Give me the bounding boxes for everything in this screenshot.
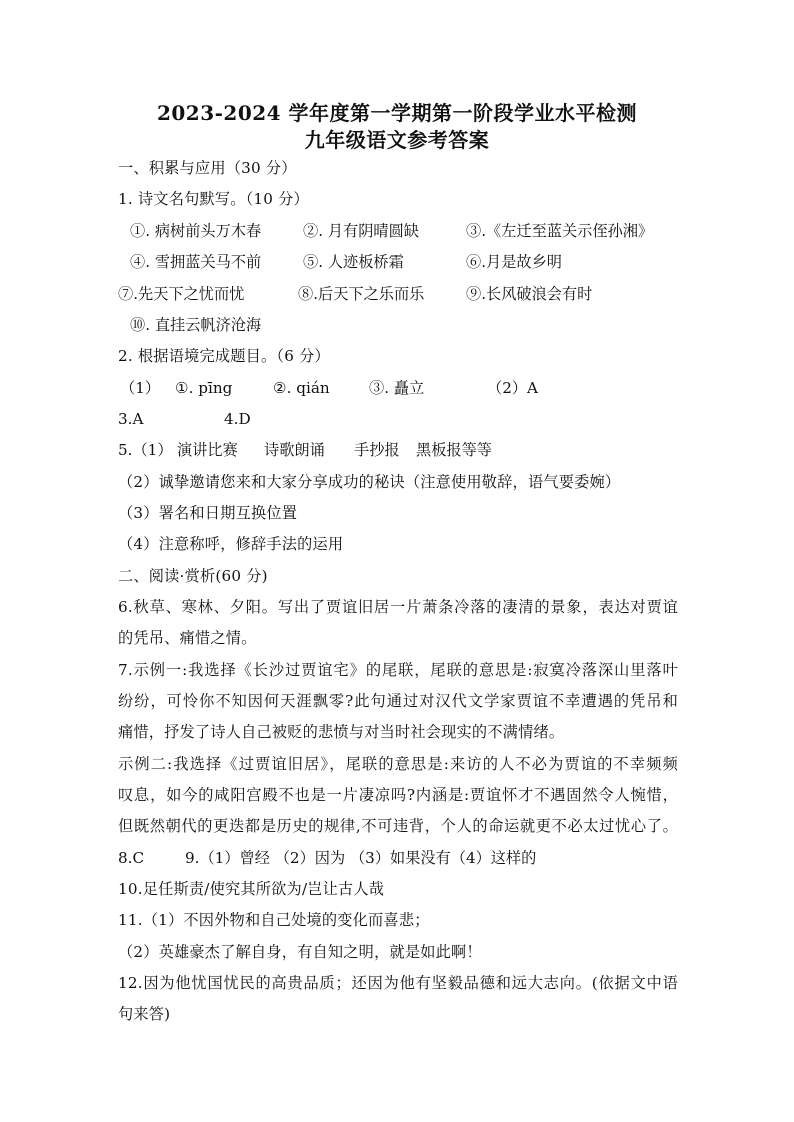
q8-answer: 8.C [118,849,145,867]
q5-part1-label: 5.（1） [118,441,173,459]
q9-answer: 9.（1）曾经 （2）因为 （3）如果没有（4）这样的 [185,849,537,867]
q1-item-10: ⑩. 直挂云帆济沧海 [130,316,262,334]
q5-part1-item-1: 演讲比赛 [177,441,238,459]
q2-item-1: ①. pīng [175,379,233,397]
q7-example2-line-3: 但既然朝代的更迭都是历史的规律,不可违背，个人的命运就更不必太过忧心了。 [118,817,678,835]
q1-item-5: ⑤. 人迹板桥霜 [303,253,404,271]
q4-answer: 4.D [224,410,251,428]
section1-heading: 一、积累与应用（30 分） [118,159,297,177]
q5-part1-item-4: 黑板报等等 [416,441,492,459]
q3-answer: 3.A [118,410,144,428]
q1-item-1: ①. 病树前头万木春 [130,222,262,240]
q1-item-2: ②. 月有阴晴圆缺 [303,222,419,240]
q5-part2: （2）诚挚邀请您来和大家分享成功的秘诀（注意使用敬辞，语气要委婉） [118,473,621,491]
q1-item-4: ④. 雪拥蓝关马不前 [130,253,262,271]
q7-example2-line-1: 示例二:我选择《过贾谊旧居》，尾联的意思是:来访的人不必为贾谊的不幸频频 [118,755,678,773]
q1-item-9: ⑨.长风破浪会有时 [466,285,593,303]
q7-example1-line-3: 痛惜，抒发了诗人自己被贬的悲愤与对当时社会现实的不满情绪。 [118,723,565,741]
q2-stem: 2. 根据语境完成题目。（6 分） [118,347,330,365]
q5-part1-item-2: 诗歌朗诵 [264,441,325,459]
q5-part1-item-3: 手抄报 [354,441,400,459]
q6-line-1: 6.秋草、寒林、夕阳。写出了贾谊旧居一片萧条冷落的凄清的景象，表达对贾谊 [118,598,678,616]
q1-item-7: ⑦.先天下之忧而忧 [118,285,245,303]
q2-part2: （2）A [487,379,539,397]
q2-item-2: ②. qián [273,379,330,397]
section2-heading: 二、阅读·赏析(60 分) [118,567,268,585]
q7-example2-line-2: 叹息，如今的咸阳宫殿不也是一片凄凉吗?内涵是:贾谊怀才不遇固然令人惋惜， [118,786,678,804]
q1-item-6: ⑥.月是故乡明 [466,253,562,271]
document-title: 2023-2024 学年度第一学期第一阶段学业水平检测 [156,101,638,125]
q2-part1-label: （1） [120,379,161,397]
q5-part4: （4）注意称呼，修辞手法的运用 [118,535,344,553]
q10-answer: 10.足任斯责/使究其所欲为/岂让古人哉 [118,880,385,898]
q12-line-2: 句来答) [118,1005,171,1023]
q11-part2: （2）英雄豪杰了解自身，有自知之明，就是如此啊！ [118,943,482,961]
q1-stem: 1. 诗文名句默写。（10 分） [118,190,309,208]
q7-example1-line-2: 纷纷，可怜你不知因何天涯飘零?此句通过对汉代文学家贾谊不幸遭遇的凭吊和 [118,692,678,710]
q12-line-1: 12.因为他忧国忧民的高贵品质；还因为他有坚毅品德和远大志向。(依据文中语 [118,974,678,992]
q7-example1-line-1: 7.示例一:我选择《长沙过贾谊宅》的尾联，尾联的意思是:寂寞冷落深山里落叶 [118,661,678,679]
q5-part3: （3）署名和日期互换位置 [118,504,298,522]
q11-part1: 11.（1）不因外物和自己处境的变化而喜悲； [118,911,430,929]
q1-item-8: ⑧.后天下之乐而乐 [298,285,425,303]
q6-line-2: 的凭吊、痛惜之情。 [118,629,257,647]
q2-item-3: ③. 矗立 [369,379,425,397]
q1-item-3: ③.《左迁至蓝关示侄孙湘》 [466,222,654,240]
document-subtitle: 九年级语文参考答案 [304,128,490,152]
